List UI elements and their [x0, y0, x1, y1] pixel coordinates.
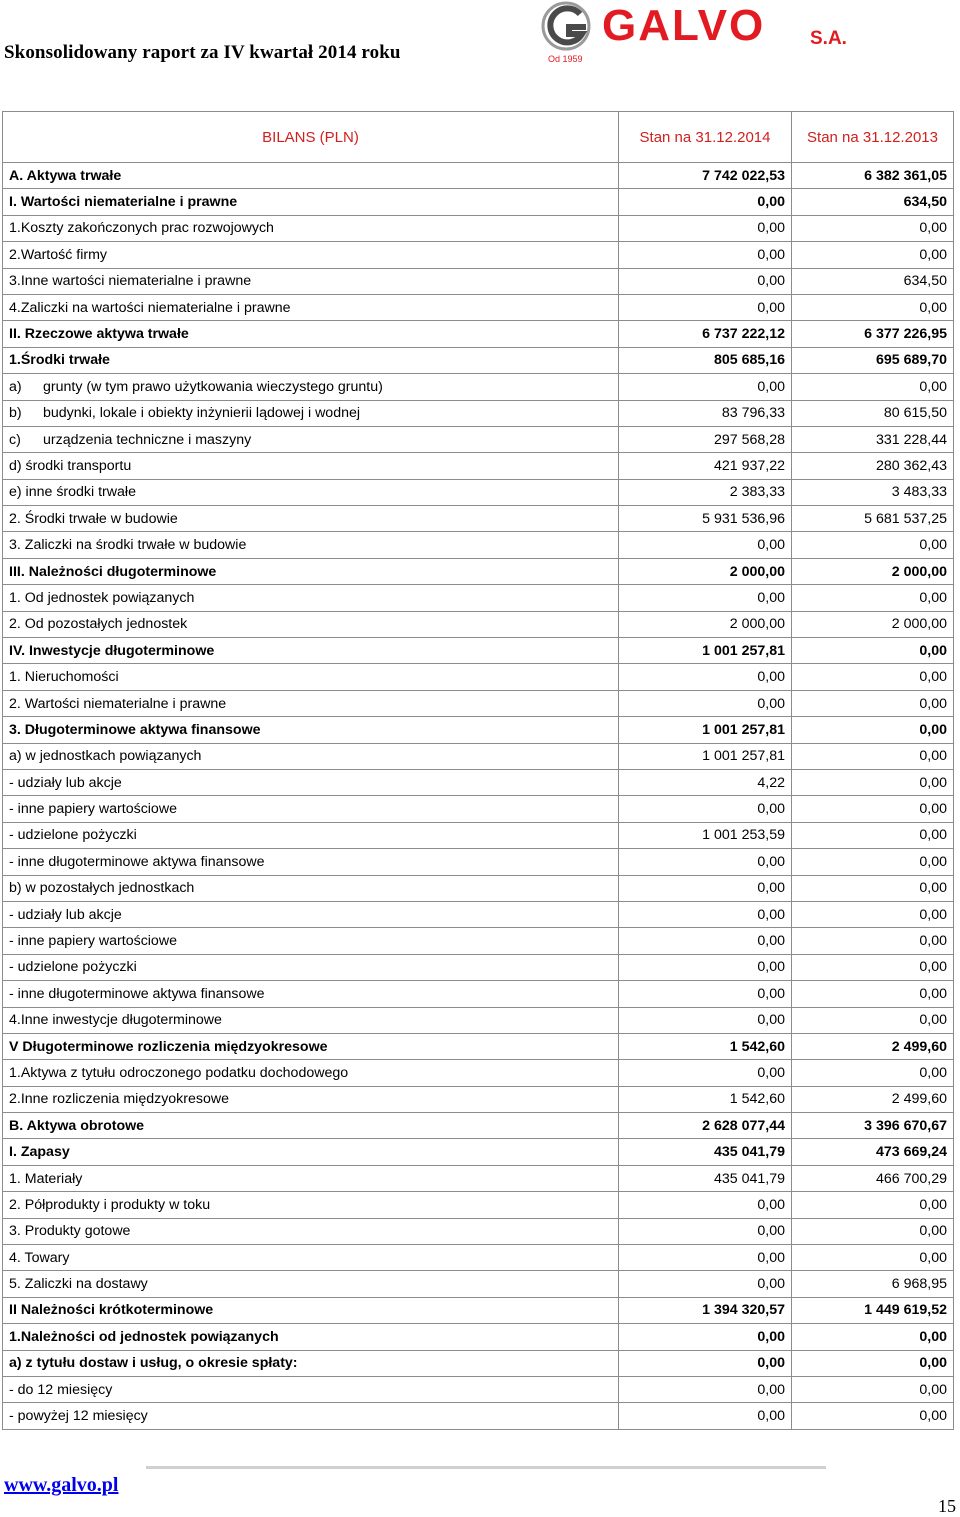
value-2013: 0,00	[792, 769, 954, 795]
value-2014: 0,00	[619, 1403, 792, 1429]
value-2013: 0,00	[792, 1007, 954, 1033]
value-2013: 331 228,44	[792, 426, 954, 452]
value-2014: 0,00	[619, 189, 792, 215]
value-2014: 0,00	[619, 268, 792, 294]
row-label	[3, 1403, 619, 1429]
value-2014: 1 542,60	[619, 1086, 792, 1112]
table-row	[3, 901, 954, 927]
value-2013: 0,00	[792, 585, 954, 611]
value-2014: 0,00	[619, 928, 792, 954]
value-2014: 421 937,22	[619, 453, 792, 479]
row-label	[3, 1192, 619, 1218]
value-2013: 0,00	[792, 1245, 954, 1271]
table-row	[3, 374, 954, 400]
row-label-text: 2. Wartości niematerialne i prawne	[9, 695, 227, 712]
value-2014: 0,00	[619, 796, 792, 822]
row-label-text: II Należności krótkoterminowe	[9, 1302, 214, 1319]
row-tag: c)	[9, 431, 21, 448]
value-2014: 4,22	[619, 769, 792, 795]
value-2013: 5 681 537,25	[792, 506, 954, 532]
row-label	[3, 400, 619, 426]
table-row	[3, 611, 954, 637]
row-label	[3, 743, 619, 769]
table-row	[3, 426, 954, 452]
value-2014: 0,00	[619, 901, 792, 927]
value-2014: 805 685,16	[619, 347, 792, 373]
row-label-text: - do 12 miesięcy	[9, 1381, 113, 1398]
table-row	[3, 294, 954, 320]
value-2013: 6 382 361,05	[792, 163, 954, 189]
value-2014: 0,00	[619, 294, 792, 320]
value-2014: 2 628 077,44	[619, 1113, 792, 1139]
report-title: Skonsolidowany raport za IV kwartał 2014 roku	[4, 42, 401, 63]
value-2014: 0,00	[619, 1060, 792, 1086]
row-label-text: B. Aktywa obrotowe	[9, 1117, 145, 1134]
table-row	[3, 558, 954, 584]
table-row	[3, 769, 954, 795]
row-label-text: 4.Inne inwestycje długoterminowe	[9, 1012, 222, 1029]
value-2013: 6 377 226,95	[792, 321, 954, 347]
table-row	[3, 1376, 954, 1402]
value-2014: 1 394 320,57	[619, 1297, 792, 1323]
row-label-text: 1. Materiały	[9, 1170, 83, 1187]
row-label	[3, 453, 619, 479]
row-label-text: 2.Inne rozliczenia międzyokresowe	[9, 1091, 230, 1108]
value-2013: 0,00	[792, 690, 954, 716]
row-label-text: - inne papiery wartościowe	[9, 933, 177, 950]
value-2014: 0,00	[619, 1350, 792, 1376]
table-row	[3, 1245, 954, 1271]
value-2014: 0,00	[619, 1271, 792, 1297]
value-2013: 280 362,43	[792, 453, 954, 479]
value-2013: 0,00	[792, 743, 954, 769]
table-row	[3, 743, 954, 769]
row-label	[3, 1297, 619, 1323]
row-label	[3, 638, 619, 664]
row-label	[3, 664, 619, 690]
row-label	[3, 215, 619, 241]
row-label-text: - udziały lub akcje	[9, 906, 122, 923]
row-label	[3, 268, 619, 294]
value-2014: 0,00	[619, 1007, 792, 1033]
table-row	[3, 268, 954, 294]
value-2013: 466 700,29	[792, 1165, 954, 1191]
page-header	[0, 0, 960, 100]
row-label-text: 1. Od jednostek powiązanych	[9, 589, 195, 606]
value-2013: 6 968,95	[792, 1271, 954, 1297]
table-row	[3, 1113, 954, 1139]
value-2013: 0,00	[792, 717, 954, 743]
table-row	[3, 1297, 954, 1323]
value-2013: 3 483,33	[792, 479, 954, 505]
logo-text: GALVO	[602, 1, 766, 50]
row-label-text: 2.Wartość firmy	[9, 246, 108, 263]
table-row	[3, 717, 954, 743]
galvo-logo	[536, 0, 866, 66]
header-label: BILANS (PLN)	[3, 112, 619, 163]
value-2014: 0,00	[619, 1192, 792, 1218]
table-header-row	[3, 112, 954, 163]
logo-suffix: S.A.	[810, 28, 847, 49]
table-row	[3, 400, 954, 426]
logo-since: Od 1959	[548, 54, 583, 64]
value-2014: 1 001 257,81	[619, 638, 792, 664]
row-label-text: V Długoterminowe rozliczenia międzyokresowe	[9, 1038, 328, 1055]
value-2013: 0,00	[792, 1350, 954, 1376]
row-label	[3, 1376, 619, 1402]
value-2013: 0,00	[792, 981, 954, 1007]
website-link[interactable]: www.galvo.pl	[4, 1474, 119, 1496]
value-2014: 0,00	[619, 664, 792, 690]
row-label	[3, 1350, 619, 1376]
row-label-text: 3. Długoterminowe aktywa finansowe	[9, 721, 261, 738]
table-row	[3, 822, 954, 848]
value-2014: 1 001 257,81	[619, 717, 792, 743]
value-2013: 0,00	[792, 215, 954, 241]
table-row	[3, 638, 954, 664]
value-2013: 0,00	[792, 664, 954, 690]
value-2014: 0,00	[619, 242, 792, 268]
row-label-text: 1.Środki trwałe	[9, 352, 110, 369]
value-2013: 0,00	[792, 1218, 954, 1244]
table-row	[3, 1139, 954, 1165]
value-2013: 3 396 670,67	[792, 1113, 954, 1139]
value-2013: 0,00	[792, 875, 954, 901]
table-row	[3, 532, 954, 558]
value-2013: 0,00	[792, 1324, 954, 1350]
row-label	[3, 901, 619, 927]
row-label-text: - inne długoterminowe aktywa finansowe	[9, 985, 265, 1002]
table-row	[3, 849, 954, 875]
value-2013: 0,00	[792, 901, 954, 927]
value-2013: 2 000,00	[792, 558, 954, 584]
galvo-emblem-icon	[543, 3, 589, 49]
table-row	[3, 506, 954, 532]
row-label-text: - powyżej 12 miesięcy	[9, 1408, 148, 1425]
row-label	[3, 374, 619, 400]
row-label	[3, 347, 619, 373]
value-2013: 0,00	[792, 294, 954, 320]
row-label-text: 3.Inne wartości niematerialne i prawne	[9, 273, 252, 290]
value-2014: 0,00	[619, 374, 792, 400]
row-label	[3, 769, 619, 795]
table-body	[3, 163, 954, 1430]
row-label-text: 1.Aktywa z tytułu odroczonego podatku dochodowego	[9, 1064, 349, 1081]
table-row	[3, 1271, 954, 1297]
row-label	[3, 611, 619, 637]
table-row	[3, 321, 954, 347]
value-2014: 2 383,33	[619, 479, 792, 505]
row-label-text: 4. Towary	[9, 1249, 70, 1266]
value-2013: 80 615,50	[792, 400, 954, 426]
table-row	[3, 1060, 954, 1086]
table-row	[3, 1350, 954, 1376]
value-2013: 0,00	[792, 1376, 954, 1402]
value-2014: 0,00	[619, 690, 792, 716]
row-label	[3, 1245, 619, 1271]
value-2014: 0,00	[619, 215, 792, 241]
value-2014: 6 737 222,12	[619, 321, 792, 347]
value-2014: 0,00	[619, 532, 792, 558]
page-number: 15	[938, 1496, 956, 1516]
row-label	[3, 189, 619, 215]
row-label-text: 5. Zaliczki na dostawy	[9, 1276, 148, 1293]
row-label	[3, 1007, 619, 1033]
value-2013: 0,00	[792, 638, 954, 664]
row-label	[3, 849, 619, 875]
row-label	[3, 822, 619, 848]
header-col-2014: Stan na 31.12.2014	[619, 112, 792, 163]
value-2014: 297 568,28	[619, 426, 792, 452]
row-label-text: I. Wartości niematerialne i prawne	[9, 194, 238, 211]
row-label	[3, 981, 619, 1007]
row-label-text: 3. Produkty gotowe	[9, 1223, 131, 1240]
value-2014: 0,00	[619, 1376, 792, 1402]
row-label-text: urządzenia techniczne i maszyny	[43, 431, 252, 448]
row-label-text: 2. Półprodukty i produkty w toku	[9, 1196, 211, 1213]
row-label-text: A. Aktywa trwałe	[9, 167, 122, 184]
value-2014: 0,00	[619, 585, 792, 611]
row-label-text: b) w pozostałych jednostkach	[9, 880, 195, 897]
table-row	[3, 1324, 954, 1350]
table-row	[3, 1086, 954, 1112]
row-label-text: II. Rzeczowe aktywa trwałe	[9, 326, 189, 343]
footer-divider	[146, 1466, 826, 1469]
table-row	[3, 1218, 954, 1244]
row-label	[3, 928, 619, 954]
row-label	[3, 242, 619, 268]
row-label	[3, 875, 619, 901]
row-label	[3, 1033, 619, 1059]
table-row	[3, 796, 954, 822]
row-label-text: 2. Od pozostałych jednostek	[9, 616, 188, 633]
value-2014: 5 931 536,96	[619, 506, 792, 532]
value-2013: 1 449 619,52	[792, 1297, 954, 1323]
balance-sheet-table	[2, 111, 954, 1430]
row-label-text: d) środki transportu	[9, 457, 132, 474]
row-label-text: 1.Należności od jednostek powiązanych	[9, 1328, 279, 1345]
row-label	[3, 1139, 619, 1165]
table-row	[3, 875, 954, 901]
row-label	[3, 796, 619, 822]
header-col-2013: Stan na 31.12.2013	[792, 112, 954, 163]
row-label-text: - udziały lub akcje	[9, 774, 122, 791]
row-label-text: III. Należności długoterminowe	[9, 563, 217, 580]
value-2013: 634,50	[792, 189, 954, 215]
value-2013: 0,00	[792, 374, 954, 400]
table-row	[3, 954, 954, 980]
row-tag: b)	[9, 405, 22, 422]
row-label	[3, 506, 619, 532]
row-label-text: 4.Zaliczki na wartości niematerialne i prawne	[9, 299, 291, 316]
row-label-text: 3. Zaliczki na środki trwałe w budowie	[9, 537, 247, 554]
row-label-text: 1.Koszty zakończonych prac rozwojowych	[9, 220, 274, 237]
value-2013: 0,00	[792, 822, 954, 848]
row-label-text: - udzielone pożyczki	[9, 959, 137, 976]
row-label	[3, 558, 619, 584]
row-label	[3, 426, 619, 452]
value-2013: 2 499,60	[792, 1033, 954, 1059]
table-row	[3, 585, 954, 611]
value-2014: 0,00	[619, 849, 792, 875]
value-2013: 0,00	[792, 1192, 954, 1218]
table-row	[3, 163, 954, 189]
row-label	[3, 954, 619, 980]
row-label-text: a) z tytułu dostaw i usług, o okresie spłaty:	[9, 1355, 298, 1372]
row-label	[3, 1165, 619, 1191]
table-row	[3, 1403, 954, 1429]
row-label-text: - udzielone pożyczki	[9, 827, 137, 844]
table-row	[3, 928, 954, 954]
row-label-text: 1. Nieruchomości	[9, 669, 119, 686]
row-label	[3, 532, 619, 558]
value-2013: 634,50	[792, 268, 954, 294]
row-label	[3, 1113, 619, 1139]
row-label-text: grunty (w tym prawo użytkowania wieczystego gruntu)	[43, 378, 383, 395]
table-row	[3, 1165, 954, 1191]
value-2014: 2 000,00	[619, 611, 792, 637]
row-label-text: 2. Środki trwałe w budowie	[9, 510, 178, 527]
value-2014: 1 001 257,81	[619, 743, 792, 769]
row-label-text: - inne papiery wartościowe	[9, 801, 177, 818]
value-2013: 0,00	[792, 954, 954, 980]
value-2013: 0,00	[792, 1403, 954, 1429]
row-label	[3, 1324, 619, 1350]
value-2014: 7 742 022,53	[619, 163, 792, 189]
value-2014: 0,00	[619, 954, 792, 980]
row-label	[3, 321, 619, 347]
table-row	[3, 242, 954, 268]
value-2014: 1 542,60	[619, 1033, 792, 1059]
table-row	[3, 1007, 954, 1033]
row-label	[3, 1271, 619, 1297]
value-2013: 0,00	[792, 796, 954, 822]
value-2014: 0,00	[619, 981, 792, 1007]
row-label	[3, 717, 619, 743]
row-label-text: IV. Inwestycje długoterminowe	[9, 642, 215, 659]
table-row	[3, 690, 954, 716]
value-2013: 2 499,60	[792, 1086, 954, 1112]
value-2014: 83 796,33	[619, 400, 792, 426]
table-row	[3, 664, 954, 690]
row-label	[3, 585, 619, 611]
value-2013: 695 689,70	[792, 347, 954, 373]
value-2014: 0,00	[619, 1324, 792, 1350]
row-label-text: - inne długoterminowe aktywa finansowe	[9, 853, 265, 870]
value-2013: 0,00	[792, 1060, 954, 1086]
table-row	[3, 215, 954, 241]
row-label-text: e) inne środki trwałe	[9, 484, 136, 501]
row-label	[3, 690, 619, 716]
table-row	[3, 479, 954, 505]
value-2014: 1 001 253,59	[619, 822, 792, 848]
table-row	[3, 1033, 954, 1059]
table-row	[3, 189, 954, 215]
value-2013: 0,00	[792, 849, 954, 875]
table-row	[3, 347, 954, 373]
value-2013: 0,00	[792, 242, 954, 268]
table-row	[3, 453, 954, 479]
value-2014: 0,00	[619, 875, 792, 901]
row-label	[3, 1086, 619, 1112]
value-2013: 0,00	[792, 928, 954, 954]
value-2014: 0,00	[619, 1245, 792, 1271]
value-2013: 473 669,24	[792, 1139, 954, 1165]
table-row	[3, 981, 954, 1007]
row-label	[3, 163, 619, 189]
row-label	[3, 479, 619, 505]
row-label-text: I. Zapasy	[9, 1144, 70, 1161]
value-2013: 0,00	[792, 532, 954, 558]
row-label	[3, 294, 619, 320]
value-2014: 2 000,00	[619, 558, 792, 584]
row-label-text: budynki, lokale i obiekty inżynierii lądowej i wodnej	[43, 405, 361, 422]
row-label-text: a) w jednostkach powiązanych	[9, 748, 202, 765]
row-label	[3, 1218, 619, 1244]
value-2014: 0,00	[619, 1218, 792, 1244]
row-label	[3, 1060, 619, 1086]
value-2014: 435 041,79	[619, 1139, 792, 1165]
value-2013: 2 000,00	[792, 611, 954, 637]
value-2014: 435 041,79	[619, 1165, 792, 1191]
table-row	[3, 1192, 954, 1218]
row-tag: a)	[9, 378, 22, 395]
